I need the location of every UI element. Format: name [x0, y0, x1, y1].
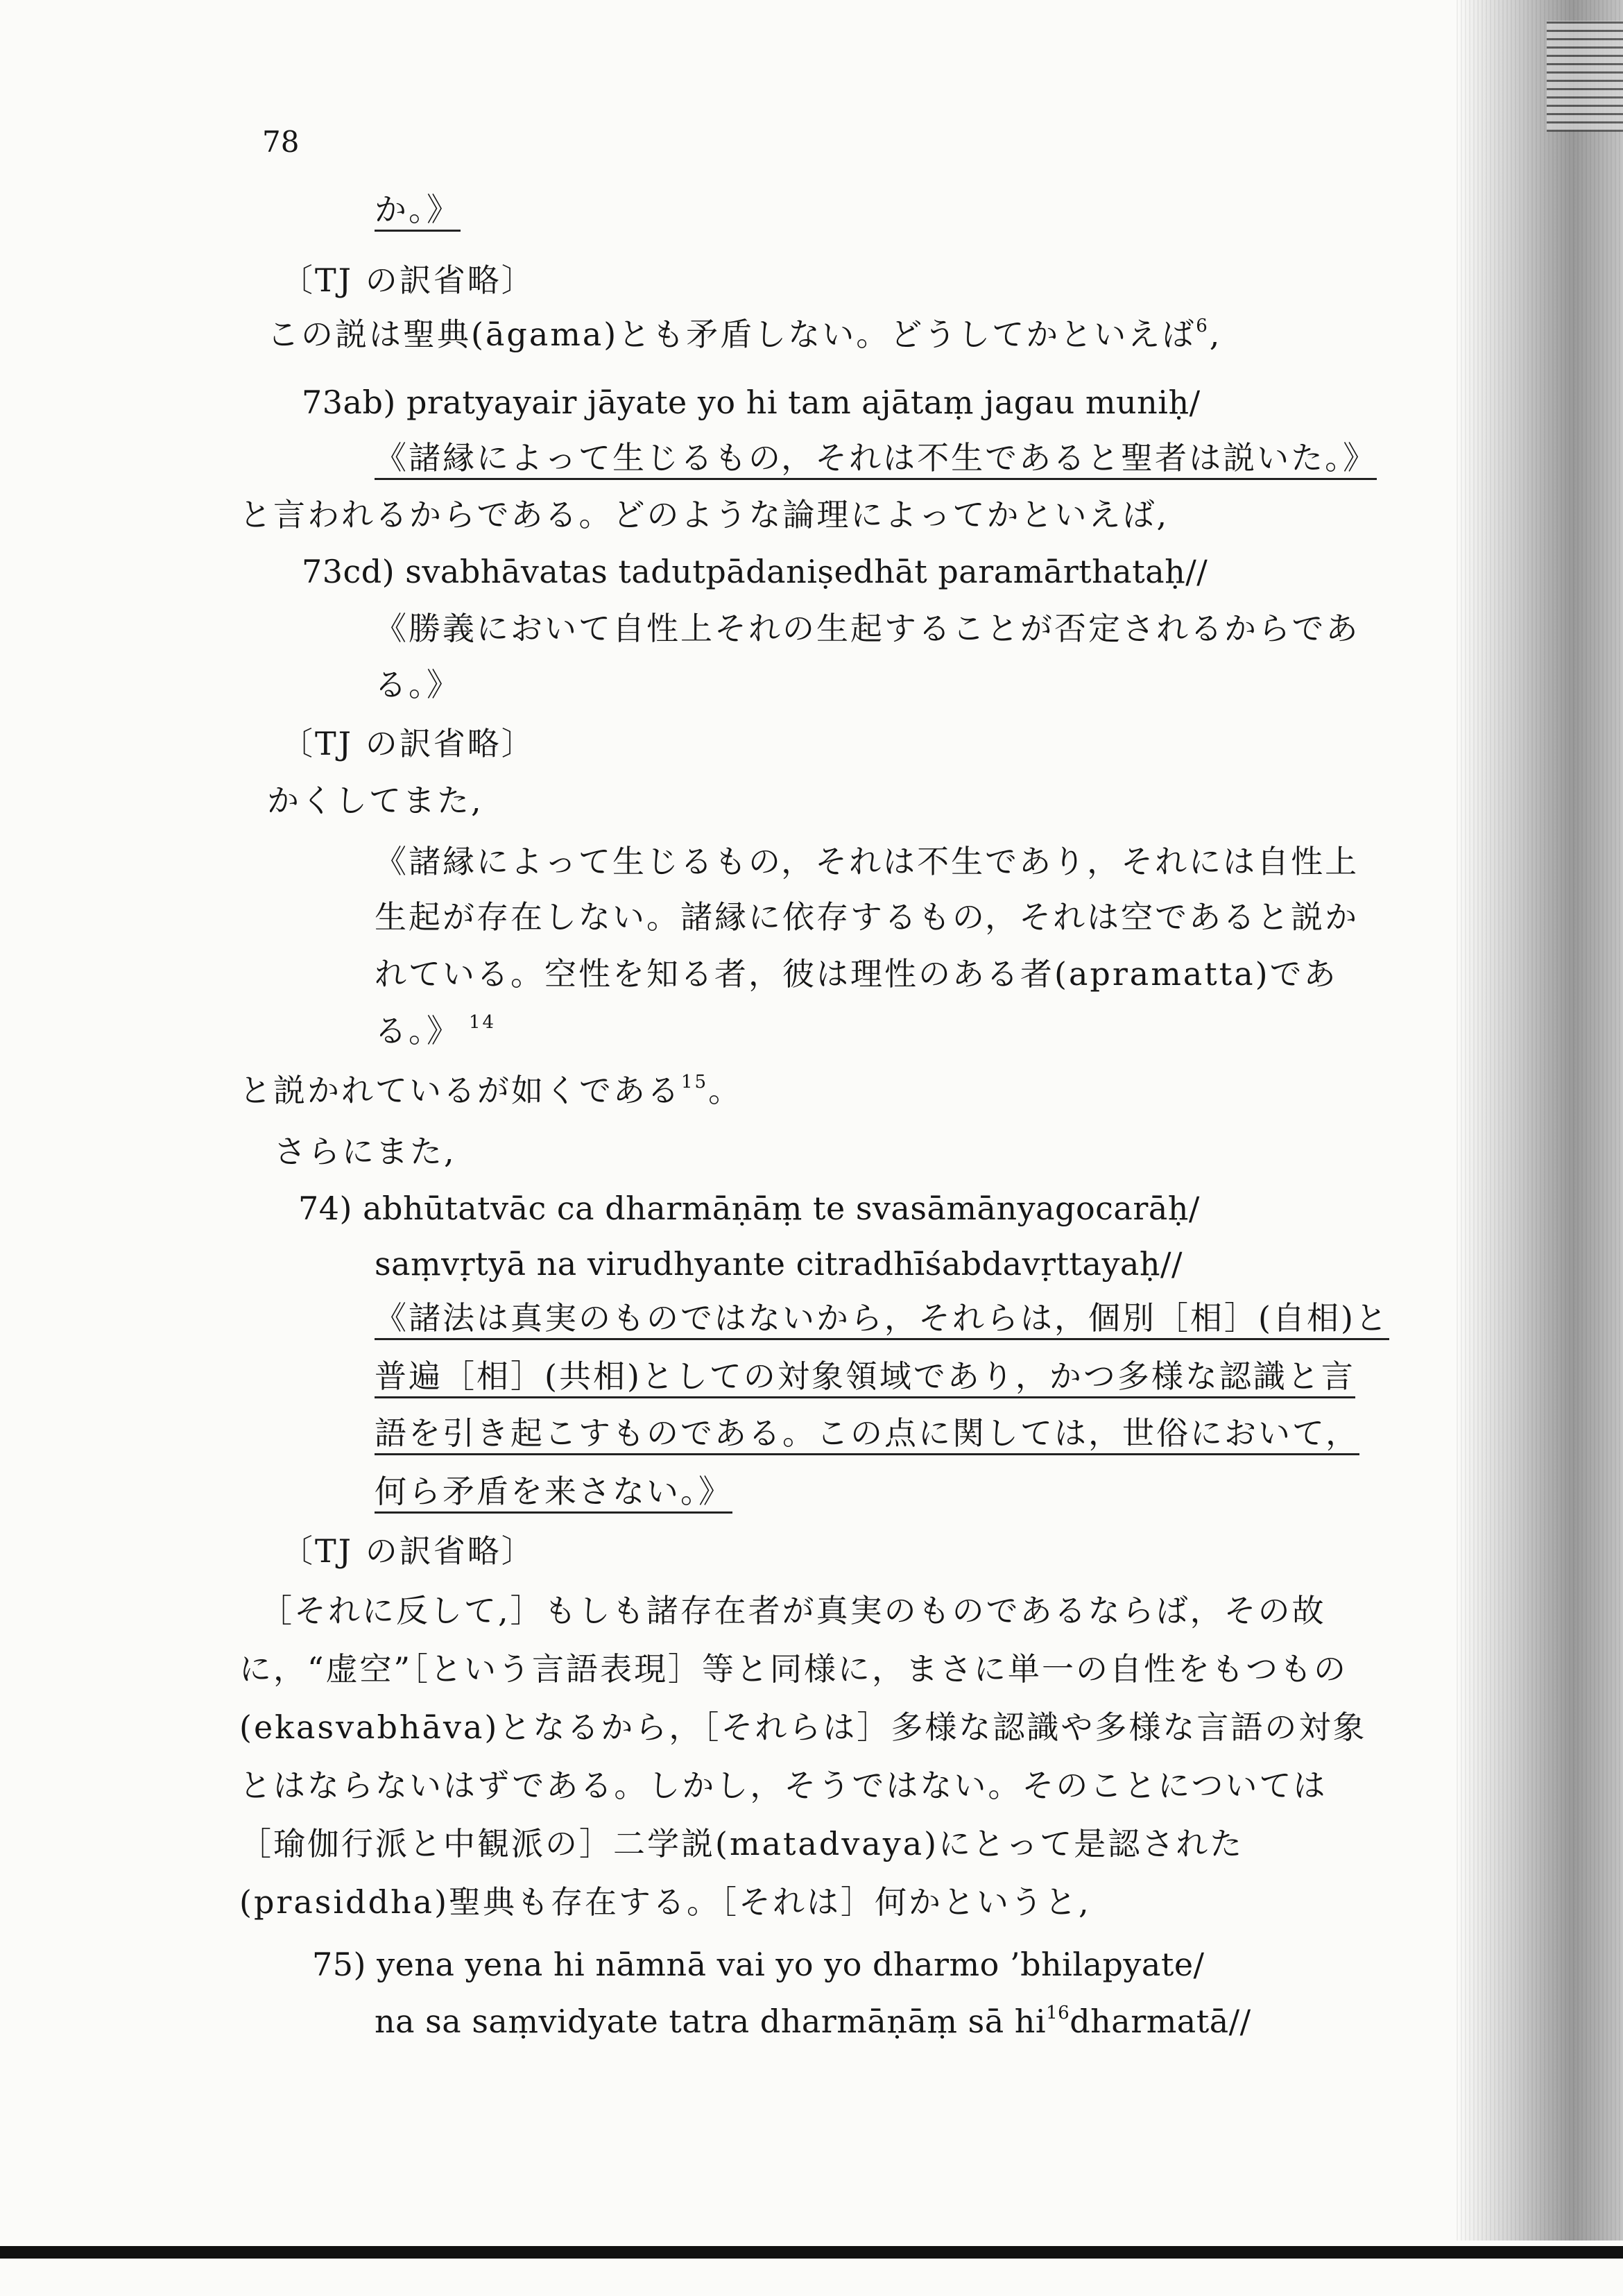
page-number: 78 — [262, 125, 300, 159]
text-line: さらにまた, — [274, 1133, 456, 1170]
verse-translation: 普遍［相］(共相)としての対象領域であり，かつ多様な認識と言 — [375, 1354, 1355, 1400]
text-line: (prasiddha)聖典も存在する。［それは］何かというと, — [239, 1883, 1091, 1921]
quote-line: れている。空性を知る者，彼は理性のある者(apramatta)であ — [375, 955, 1338, 993]
quote-line: 《諸縁によって生じるもの，それは不生であり，それには自性上 — [375, 843, 1359, 880]
text-line: 〔TJ の訳省略〕 — [281, 725, 535, 762]
text-line: ［それに反して,］もしも諸存在者が真実のものであるならば，その故 — [260, 1592, 1326, 1629]
text-line: この説は聖典(āgama)とも矛盾しない。どうしてかといえば$^6$, — [267, 316, 1222, 353]
verse-line: 73ab) pratyayair jāyate yo hi tam ajātaṃ jagau muniḥ/ — [302, 384, 1201, 421]
text-line: 〔TJ の訳省略〕 — [281, 1532, 535, 1570]
text-line: (ekasvabhāva)となるから，［それらは］多様な認識や多様な言語の対象 — [239, 1708, 1367, 1746]
verse-translation: 《諸法は真実のものではないから，それらは，個別［相］(自相)と — [375, 1296, 1389, 1342]
text-line: かくしてまた, — [267, 782, 483, 819]
scan-binding-marks — [1547, 21, 1623, 132]
verse-translation: 語を引き起こすものである。この点に関しては，世俗において， — [375, 1411, 1359, 1457]
verse-translation: る。》 — [375, 666, 461, 703]
bottom-border — [0, 2246, 1623, 2259]
verse-line: na sa saṃvidyate tatra dharmāṇāṃ sā $hi^{16}dharmatā//$ — [375, 2003, 1251, 2040]
text-line: か。》 — [375, 187, 461, 233]
verse-translation: 何ら矛盾を来さない。》 — [375, 1469, 732, 1515]
quote-line: 生起が存在しない。諸縁に依存するもの，それは空であると説か — [375, 898, 1359, 936]
verse-line: 75) yena yena hi nāmnā vai yo yo dharmo ’bhilapyate/ — [312, 1946, 1205, 1983]
text-line: と言われるからである。どのような論理によってかといえば, — [239, 496, 1169, 533]
text-line: 〔TJ の訳省略〕 — [281, 262, 535, 299]
verse-line: 73cd) svabhāvatas tadutpādaniṣedhāt paramārthataḥ// — [302, 553, 1208, 590]
scan-shadow-edge — [1457, 0, 1623, 2241]
verse-line: 74) abhūtatvāc ca dharmāṇāṃ te svasāmānyagocarāḥ/ — [298, 1190, 1200, 1227]
verse-translation: 《勝義において自性上それの生起することが否定されるからであ — [375, 610, 1360, 647]
quote-line: る。》 $^{14}$ — [375, 1012, 497, 1050]
text-line: に，“虚空”［という言語表現］等と同様に，まさに単一の自性をもつもの — [239, 1650, 1348, 1688]
text-line: と説かれているが如くである$^{15}$。 — [239, 1072, 743, 1109]
text-line: とはならないはずである。しかし，そうではない。そのことについては — [239, 1767, 1328, 1804]
verse-translation: 《諸縁によって生じるもの，それは不生であると聖者は説いた。》 — [375, 436, 1377, 481]
text-line: ［瑜伽行派と中観派の］二学説(matadvaya)にとって是認された — [239, 1825, 1244, 1862]
verse-line: saṃvṛtyā na virudhyante citradhīśabdavṛttayaḥ// — [375, 1245, 1183, 1283]
